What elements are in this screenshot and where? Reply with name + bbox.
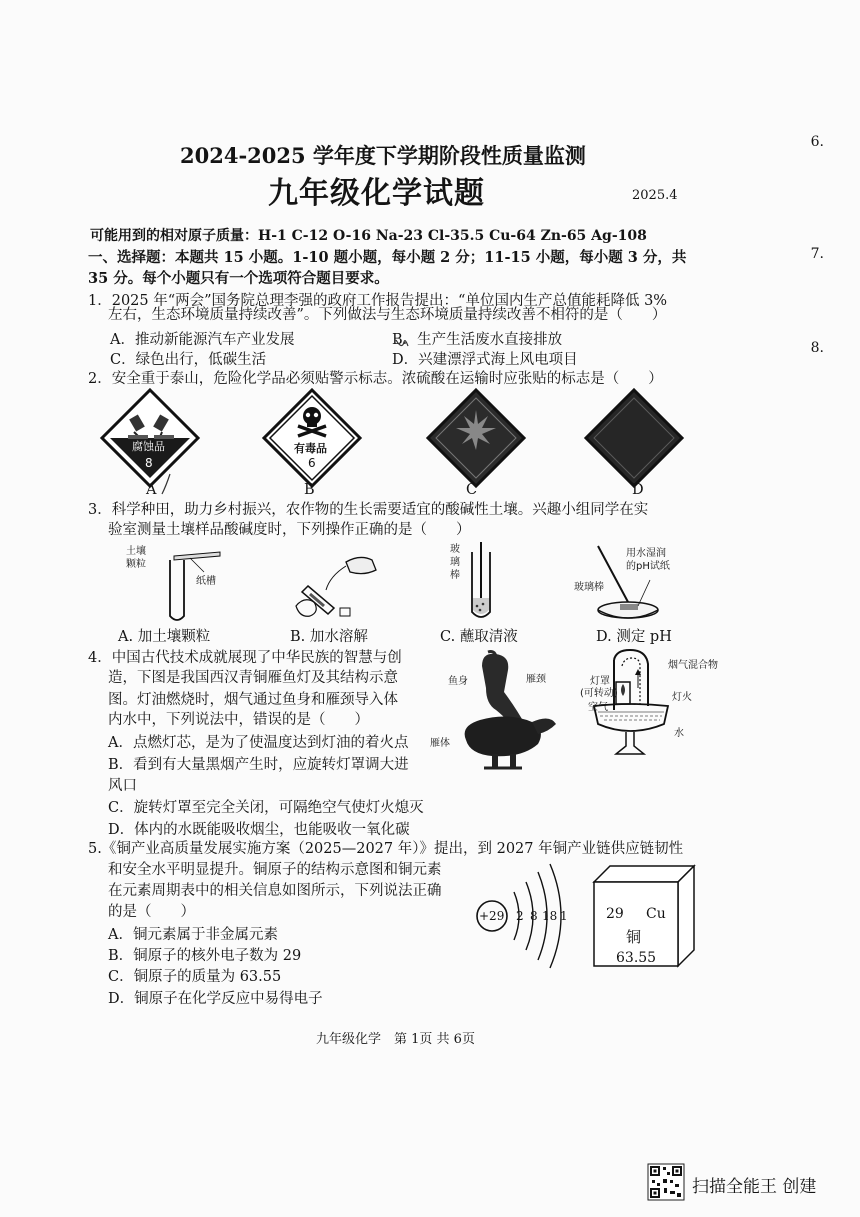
lamp-label-water: 水 — [674, 728, 684, 739]
section-heading-line1: 一、选择题：本题共 15 小题。1-10 题小题，每小题 2 分；11-15 小题，每小题 3 分，共 — [88, 249, 687, 266]
q2-check-mark — [160, 472, 176, 496]
element-name: 铜 — [626, 928, 642, 946]
q5-option-c: C．铜原子的质量为 63.55 — [108, 969, 282, 985]
q3-stem-line2: 验室测量土壤样品酸碱度时，下列操作正确的是（ ） — [108, 522, 471, 538]
q4-stem-line2: 造，下图是我国西汉青铜雁鱼灯及其结构示意 — [108, 670, 398, 686]
q5-option-b: B．铜原子的核外电子数为 29 — [108, 948, 302, 964]
lamp-label-fire: 灯火 — [672, 692, 692, 703]
sign-corrosive-number: 8 — [145, 456, 153, 470]
atom-shell-1: 2 — [516, 909, 524, 923]
element-mass: 63.55 — [616, 950, 657, 966]
sign-corrosive — [100, 388, 200, 488]
section-heading-line2: 35 分。每个小题只有一个选项符合题目要求。 — [88, 270, 389, 287]
q2-label-c: C — [466, 482, 478, 498]
q3-fig-d-label-paper2: 的pH试纸 — [626, 561, 670, 572]
element-symbol: Cu — [646, 906, 666, 922]
q3-fig-d-label-rod: 玻璃棒 — [574, 582, 604, 593]
q5-stem-line1: 5.《铜产业高质量发展实施方案（2025—2027 年）》提出，到 2027 年铜产业链供应链韧性 — [88, 841, 684, 857]
q2-label-a: A — [146, 482, 157, 498]
q3-fig-a-label-soil2: 颗粒 — [126, 559, 146, 570]
q4-stem-line3: 图。灯油燃烧时，烟气通过鱼身和雁颈导入体 — [108, 692, 398, 708]
q3-fig-c-label2: 璃 — [450, 557, 460, 568]
q2-stem: 2．安全重于泰山，危险化学品必须贴警示标志。浓硫酸在运输时应张贴的标志是（ ） — [88, 371, 663, 387]
q1-pencil-mark — [394, 336, 414, 356]
atom-nucleus: +29 — [479, 909, 505, 923]
q3-fig-add-water — [290, 546, 400, 626]
q4-stem-line1: 4．中国古代技术成就展现了中华民族的智慧与创 — [88, 650, 402, 666]
q4-option-b-line2: 风口 — [108, 778, 137, 794]
q4-option-b-line1: B．看到有大量黑烟产生时，应旋转灯罩调大进 — [108, 757, 409, 773]
q3-fig-a-label-soil1: 土壤 — [126, 546, 146, 557]
q3-fig-dip-liquid — [456, 540, 516, 630]
page-footer: 九年级化学 第 1页 共 6页 — [316, 1032, 475, 1047]
lamp-label-shade2: (可转动) — [580, 688, 618, 699]
lamp-label-fish: 鱼身 — [448, 676, 468, 687]
side-mark-8: 8. — [810, 340, 824, 356]
sign-explosive — [426, 388, 526, 488]
side-mark-7: 7. — [810, 246, 824, 262]
q3-caption-d: D. 测定 pH — [596, 629, 672, 645]
lamp-label-smoke: 烟气混合物 — [668, 660, 718, 671]
q5-stem-line2: 和安全水平明显提升。铜原子的结构示意图和铜元素 — [108, 862, 442, 878]
exam-subtitle: 九年级化学试题 — [268, 176, 485, 211]
lamp-label-air: 空气 — [588, 702, 608, 713]
atomic-masses: 可能用到的相对原子质量：H-1 C-12 O-16 Na-23 Cl-35.5 Cu-64 Zn-65 Ag-108 — [90, 228, 647, 244]
q5-option-a: A．铜元素属于非金属元素 — [108, 927, 278, 943]
q4-option-d: D．体内的水既能吸收烟尘，也能吸收一氧化碳 — [108, 822, 410, 838]
q1-stem-line2: 左右，生态环境质量持续改善”。下列做法与生态环境质量持续改善不相符的是（ ） — [108, 307, 667, 323]
q1-stem-line1: 1．2025 年“两会”国务院总理李强的政府工作报告提出：“单位国内生产总值能耗降低 3% — [88, 293, 668, 309]
q3-fig-c-label1: 玻 — [450, 544, 460, 555]
element-number: 29 — [606, 906, 624, 922]
q2-label-b: B — [304, 482, 315, 498]
scanner-watermark: 扫描全能王 创建 — [692, 1177, 817, 1197]
q2-label-d: D — [632, 482, 644, 498]
lamp-label-shade1: 灯罩 — [590, 676, 610, 687]
qr-code-icon — [648, 1164, 684, 1200]
sign-toxic-number: 6 — [308, 456, 316, 470]
q1-option-a: A．推动新能源汽车产业发展 — [110, 332, 295, 348]
q3-fig-a-label-trough: 纸槽 — [196, 576, 216, 587]
q5-stem-line4: 的是（ ） — [108, 904, 195, 920]
sign-toxic-text: 有毒品 — [294, 442, 327, 455]
q5-stem-line3: 在元素周期表中的相关信息如图所示，下列说法正确 — [108, 883, 442, 899]
atom-shell-3: 18 — [542, 909, 558, 923]
q3-fig-c-label3: 棒 — [450, 570, 460, 581]
sign-toxic — [262, 388, 362, 488]
exam-date: 2025.4 — [632, 188, 678, 203]
q1-option-b: B．生产生活废水直接排放 — [392, 332, 563, 348]
q3-caption-a: A. 加土壤颗粒 — [118, 629, 211, 645]
sign-corrosive-text: 腐蚀品 — [132, 440, 165, 453]
sign-dark — [584, 388, 684, 488]
atom-shell-4: 1 — [560, 909, 568, 923]
q4-stem-line4: 内水中，下列说法中，错误的是（ ） — [108, 712, 369, 728]
q3-fig-d-label-paper1: 用水湿润 — [626, 548, 666, 559]
q3-stem-line1: 3．科学种田，助力乡村振兴，农作物的生长需要适宜的酸碱性土壤。兴趣小组同学在实 — [88, 502, 649, 518]
q1-option-d: D．兴建漂浮式海上风电项目 — [392, 352, 578, 368]
q1-option-c: C．绿色出行，低碳生活 — [110, 352, 267, 368]
goose-fish-lamp-photo — [452, 648, 562, 773]
q3-caption-c: C. 蘸取清液 — [440, 629, 518, 645]
exam-title: 2024-2025 学年度下学期阶段性质量监测 — [180, 143, 586, 168]
lamp-label-neck: 雁颈 — [526, 674, 546, 685]
side-mark-6: 6. — [810, 134, 824, 150]
q5-option-d: D．铜原子在化学反应中易得电子 — [108, 991, 323, 1007]
lamp-label-body: 雁体 — [430, 738, 450, 749]
q4-option-a: A．点燃灯芯，是为了使温度达到灯油的着火点 — [108, 735, 409, 751]
q4-option-c: C．旋转灯罩至完全关闭，可隔绝空气使灯火熄灭 — [108, 800, 424, 816]
q3-caption-b: B. 加水溶解 — [290, 629, 368, 645]
atom-shell-2: 8 — [530, 909, 538, 923]
